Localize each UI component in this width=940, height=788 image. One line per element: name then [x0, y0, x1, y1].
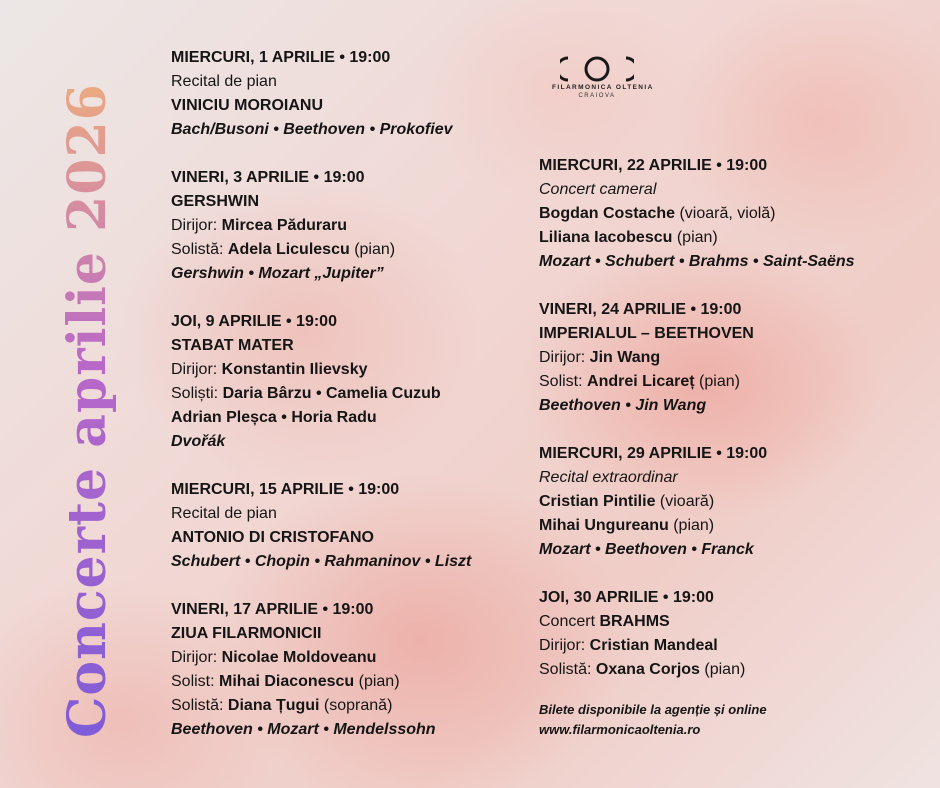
- event-program: Beethoven • Jin Wang: [539, 397, 707, 414]
- event-title: ZIUA FILARMONICII: [171, 625, 322, 642]
- event-artist: ANTONIO DI CRISTOFANO: [171, 529, 374, 546]
- conductor-label: Dirijor:: [539, 637, 590, 654]
- event-date: MIERCURI, 29 APRILIE • 19:00: [539, 445, 768, 462]
- artist-1-role: (vioară, violă): [675, 205, 776, 222]
- event-program: Gershwin • Mozart „Jupiter”: [171, 265, 384, 282]
- soloist-role: (pian): [694, 373, 740, 390]
- event-29-april: [539, 442, 919, 562]
- conductor-label: Dirijor:: [539, 349, 590, 366]
- event-title: GERSHWIN: [171, 193, 259, 210]
- soloist-name: Oxana Corjos: [595, 661, 700, 678]
- soloist-line: [171, 670, 531, 694]
- artist-1-name: Cristian Pintilie: [539, 493, 656, 510]
- event-title-line: [539, 610, 919, 634]
- artist-1-role: (vioară): [655, 493, 715, 510]
- event-program: Mozart • Schubert • Brahms • Saint-Saëns: [539, 253, 855, 270]
- soloist-label: Solistă:: [539, 661, 596, 678]
- soloists-names-2: Adrian Pleșca • Horia Radu: [171, 409, 377, 426]
- conductor-name: Cristian Mandeal: [589, 637, 718, 654]
- soloists-label: Soliști:: [171, 385, 223, 402]
- artist-2-line: [539, 226, 919, 250]
- left-column: [171, 46, 531, 766]
- event-date: VINERI, 17 APRILIE • 19:00: [171, 601, 374, 618]
- event-24-april: [539, 298, 919, 418]
- soloist-2-role: (soprană): [319, 697, 393, 714]
- conductor-label: Dirijor:: [171, 217, 222, 234]
- event-type: Recital de pian: [171, 73, 277, 90]
- soloist-label: Solist:: [171, 673, 220, 690]
- fo-monogram-icon: [560, 54, 634, 84]
- right-column: [539, 154, 919, 706]
- artist-2-name: Mihai Ungureanu: [539, 517, 669, 534]
- soloist-line: [539, 658, 919, 682]
- conductor-name: Nicolae Moldoveanu: [221, 649, 377, 666]
- event-date: MIERCURI, 1 APRILIE • 19:00: [171, 49, 391, 66]
- artist-2-role: (pian): [668, 517, 715, 534]
- soloist-2-name: Diana Țugui: [227, 697, 320, 714]
- event-title: STABAT MATER: [171, 337, 294, 354]
- soloist-role: (pian): [699, 661, 746, 678]
- soloist-role: (pian): [349, 241, 396, 258]
- website-link[interactable]: www.filarmonicaoltenia.ro: [539, 722, 701, 737]
- soloists-names: Daria Bârzu • Camelia Cuzub: [222, 385, 441, 402]
- event-program: Schubert • Chopin • Rahmaninov • Liszt: [171, 553, 472, 570]
- soloists-line: [171, 382, 531, 406]
- soloist-name: Andrei Licareț: [587, 373, 695, 390]
- logo-city: CRAIOVA: [578, 93, 616, 99]
- event-program: Beethoven • Mozart • Mendelssohn: [171, 721, 436, 738]
- event-22-april: [539, 154, 919, 274]
- event-3-april: [171, 166, 531, 286]
- conductor-line: [171, 646, 531, 670]
- soloist-name: Mihai Diaconescu: [219, 673, 355, 690]
- conductor-name: Mircea Păduraru: [221, 217, 348, 234]
- event-program: Bach/Busoni • Beethoven • Prokofiev: [171, 121, 453, 138]
- conductor-line: [171, 358, 531, 382]
- event-date: JOI, 30 APRILIE • 19:00: [539, 589, 714, 606]
- event-17-april: [171, 598, 531, 742]
- soloist-line: [171, 238, 531, 262]
- soloist-label: Solist:: [539, 373, 588, 390]
- event-date: VINERI, 24 APRILIE • 19:00: [539, 301, 742, 318]
- soloist-2-line: [171, 694, 531, 718]
- event-program: Dvořák: [171, 433, 226, 450]
- event-type: Concert cameral: [539, 181, 657, 198]
- artist-1-line: [539, 490, 919, 514]
- artist-2-name: Liliana Iacobescu: [539, 229, 673, 246]
- filarmonica-logo: [552, 54, 654, 114]
- soloist-label: Solistă:: [171, 241, 228, 258]
- event-title: IMPERIALUL – BEETHOVEN: [539, 325, 754, 342]
- soloist-name: Adela Liculescu: [227, 241, 350, 258]
- artist-2-role: (pian): [672, 229, 718, 246]
- conductor-name: Konstantin Ilievsky: [221, 361, 368, 378]
- conductor-line: [539, 346, 919, 370]
- event-15-april: [171, 478, 531, 574]
- event-9-april: [171, 310, 531, 454]
- conductor-label: Dirijor:: [171, 361, 222, 378]
- event-date: VINERI, 3 APRILIE • 19:00: [171, 169, 365, 186]
- soloist-line: [539, 370, 919, 394]
- event-artist: VINICIU MOROIANU: [171, 97, 323, 114]
- event-type: Recital extraordinar: [539, 469, 678, 486]
- title-wrap: [56, 58, 120, 738]
- conductor-label: Dirijor:: [171, 649, 222, 666]
- soloist-role: (pian): [354, 673, 400, 690]
- event-date: MIERCURI, 22 APRILIE • 19:00: [539, 157, 768, 174]
- event-program: Mozart • Beethoven • Franck: [539, 541, 754, 558]
- tickets-footer: [539, 700, 919, 740]
- event-1-april: [171, 46, 531, 142]
- poster-title: Concerte aprilie 2026: [56, 58, 120, 738]
- conductor-line: [171, 214, 531, 238]
- soloist-2-label: Solistă:: [171, 697, 228, 714]
- event-30-april: [539, 586, 919, 682]
- event-type: Recital de pian: [171, 505, 277, 522]
- tickets-info: Bilete disponibile la agenție și online: [539, 702, 767, 717]
- event-date: JOI, 9 APRILIE • 19:00: [171, 313, 337, 330]
- conductor-name: Jin Wang: [589, 349, 661, 366]
- artist-2-line: [539, 514, 919, 538]
- artist-1-name: Bogdan Costache: [539, 205, 676, 222]
- event-type-prefix: Concert: [539, 613, 600, 630]
- artist-1-line: [539, 202, 919, 226]
- logo-name: FILARMONICA OLTENIA: [552, 84, 654, 91]
- conductor-line: [539, 634, 919, 658]
- event-date: MIERCURI, 15 APRILIE • 19:00: [171, 481, 400, 498]
- event-title: BRAHMS: [599, 613, 670, 630]
